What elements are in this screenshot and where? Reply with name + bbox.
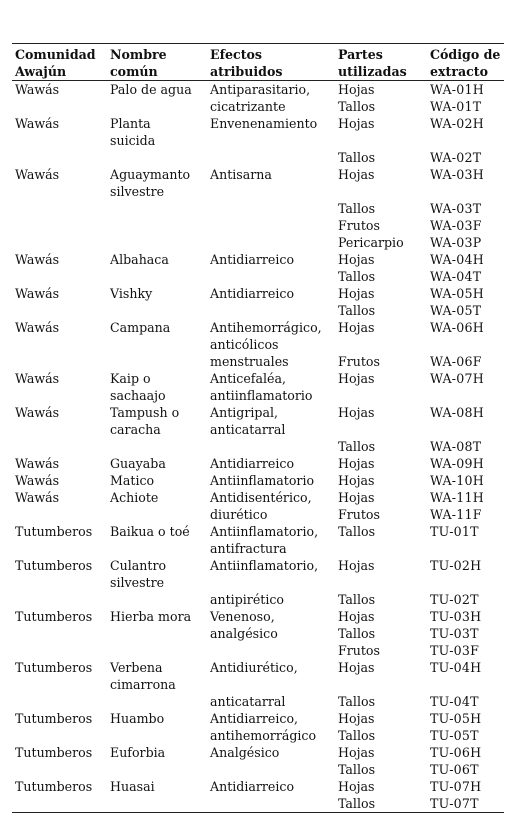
cell-nombre-comun: Hierba mora <box>110 609 192 624</box>
table-row <box>12 591 504 608</box>
cell-nombre-comun: Aguaymanto silvestre <box>110 167 191 199</box>
cell-partes: Tallos Frutos Pericarpio <box>338 201 404 250</box>
table-row <box>12 557 504 591</box>
cell-comunidad: Wawás <box>15 252 60 267</box>
cell-partes: Hojas <box>338 116 375 131</box>
cell-comunidad: Wawás <box>15 82 60 97</box>
cell-comunidad <box>12 438 107 455</box>
cell-comunidad: Wawás <box>15 490 60 505</box>
cell-codigo: TU-04H <box>430 660 482 675</box>
table-row <box>12 489 504 523</box>
cell-efectos: Antisarna <box>210 167 272 182</box>
cell-efectos: Antiinflamatorio, antifractura <box>210 524 319 556</box>
cell-comunidad <box>12 591 107 608</box>
cell-efectos: Antidiarreico <box>207 778 335 813</box>
cell-nombre-comun: Albahaca <box>110 252 169 267</box>
cell-partes: Tallos <box>338 694 376 709</box>
cell-comunidad: Wawás <box>15 167 60 182</box>
cell-nombre-comun: Culantro silvestre <box>110 558 167 590</box>
cell-partes: Hojas Tallos <box>335 778 427 813</box>
cell-partes: Hojas Frutos <box>338 490 380 522</box>
table-body <box>12 81 504 813</box>
cell-comunidad: Tutumberos <box>15 711 93 726</box>
table-row <box>12 744 504 778</box>
cell-partes: Tallos <box>338 592 376 607</box>
cell-efectos: Antiinflamatorio <box>210 473 315 488</box>
cell-efectos: Anticefaléa, antiinflamatorio <box>210 371 313 403</box>
cell-nombre-comun: Euforbia <box>110 745 166 760</box>
cell-comunidad: Wawás <box>15 116 60 131</box>
plant-extract-table-container <box>12 43 504 813</box>
cell-nombre-comun <box>107 591 207 608</box>
table-row <box>12 659 504 693</box>
cell-partes: Hojas Tallos Frutos <box>338 609 380 658</box>
cell-comunidad: Wawás <box>15 371 60 386</box>
cell-codigo: WA-01H WA-01T <box>430 82 484 114</box>
header-codigo: Código de extracto <box>427 44 504 81</box>
cell-partes: Hojas <box>338 371 375 386</box>
cell-comunidad: Wawás <box>15 320 60 335</box>
table-row <box>12 438 504 455</box>
cell-codigo: TU-04T <box>430 694 479 709</box>
cell-comunidad: Wawás <box>15 405 60 420</box>
cell-nombre-comun <box>107 353 207 370</box>
cell-partes: Hojas Tallos <box>338 286 376 318</box>
cell-nombre-comun: Tampush o caracha <box>110 405 180 437</box>
cell-efectos: Antiparasitario, cicatrizante <box>210 82 311 114</box>
cell-codigo: WA-08H <box>430 405 484 420</box>
cell-efectos: Antiinflamatorio, <box>210 558 319 573</box>
cell-nombre-comun <box>107 438 207 455</box>
cell-codigo: TU-02H <box>430 558 482 573</box>
cell-codigo: WA-06F <box>430 354 482 369</box>
table-row <box>12 115 504 149</box>
table-row <box>12 251 504 285</box>
table-row <box>12 523 504 557</box>
cell-codigo: WA-02H <box>430 116 484 131</box>
cell-comunidad: Tutumberos <box>15 660 93 675</box>
cell-codigo: WA-09H <box>430 456 484 471</box>
cell-efectos: anticatarral <box>210 694 286 709</box>
cell-comunidad <box>12 200 107 251</box>
cell-nombre-comun: Verbena cimarrona <box>110 660 176 692</box>
cell-nombre-comun: Huambo <box>110 711 165 726</box>
cell-codigo: TU-03H TU-03T TU-03F <box>430 609 482 658</box>
table-row <box>12 166 504 200</box>
cell-efectos <box>207 149 335 166</box>
cell-codigo: WA-06H <box>430 320 484 335</box>
table-row <box>12 404 504 438</box>
cell-nombre-comun <box>107 149 207 166</box>
cell-partes: Hojas Tallos <box>338 745 376 777</box>
cell-efectos: Antidisentérico, diurético <box>210 490 312 522</box>
header-comunidad: Comunidad Awajún <box>12 44 107 81</box>
cell-nombre-comun <box>107 200 207 251</box>
table-row <box>12 149 504 166</box>
table-row <box>12 778 504 813</box>
cell-partes: Tallos <box>338 524 376 539</box>
cell-partes: Frutos <box>338 354 380 369</box>
cell-nombre-comun: Palo de agua <box>110 82 192 97</box>
cell-codigo: TU-02T <box>430 592 479 607</box>
table-row <box>12 455 504 472</box>
table-row <box>12 608 504 659</box>
cell-efectos: menstruales <box>210 354 289 369</box>
cell-partes: Hojas Tallos <box>338 252 376 284</box>
cell-comunidad: Wawás <box>15 456 60 471</box>
cell-partes: Hojas Tallos <box>338 82 376 114</box>
table-row <box>12 710 504 744</box>
cell-codigo: WA-04H WA-04T <box>430 252 484 284</box>
cell-codigo: TU-01T <box>430 524 479 539</box>
cell-partes: Hojas <box>338 405 375 420</box>
table-row <box>12 200 504 251</box>
table-row <box>12 693 504 710</box>
cell-efectos: Antihemorrágico, anticólicos <box>210 320 322 352</box>
cell-comunidad <box>12 149 107 166</box>
cell-nombre-comun: Guayaba <box>110 456 166 471</box>
cell-comunidad: Wawás <box>15 286 60 301</box>
cell-nombre-comun: Vishky <box>110 286 153 301</box>
header-partes: Partes utilizadas <box>335 44 427 81</box>
cell-partes: Hojas <box>338 473 375 488</box>
cell-efectos: Antidiarreico, antihemorrágico <box>210 711 317 743</box>
cell-partes: Hojas <box>338 660 375 675</box>
cell-nombre-comun: Achiote <box>110 490 159 505</box>
header-nombre-comun: Nombre común <box>107 44 207 81</box>
cell-nombre-comun: Kaip o sachaajo <box>110 371 166 403</box>
cell-partes: Tallos <box>338 150 376 165</box>
cell-comunidad <box>12 353 107 370</box>
cell-nombre-comun: Matico <box>110 473 155 488</box>
header-efectos: Efectos atribuidos <box>207 44 335 81</box>
cell-efectos: Envenenamiento <box>210 116 318 131</box>
cell-codigo: WA-10H <box>430 473 484 488</box>
cell-codigo: WA-11H WA-11F <box>430 490 484 522</box>
cell-nombre-comun <box>107 693 207 710</box>
cell-comunidad <box>12 693 107 710</box>
table-header-row <box>12 44 504 81</box>
cell-efectos: Antidiarreico <box>210 286 295 301</box>
cell-partes: Tallos <box>338 439 376 454</box>
cell-nombre-comun: Campana <box>110 320 171 335</box>
cell-efectos: Analgésico <box>210 745 280 760</box>
table-row <box>12 319 504 353</box>
cell-comunidad: Tutumberos <box>15 609 93 624</box>
cell-nombre-comun: Baikua o toé <box>110 524 190 539</box>
table-row <box>12 285 504 319</box>
cell-codigo: TU-06H TU-06T <box>430 745 482 777</box>
cell-comunidad: Tutumberos <box>15 524 93 539</box>
cell-codigo: WA-07H <box>430 371 484 386</box>
cell-efectos: antipirético <box>210 592 284 607</box>
cell-efectos: Antigripal, anticatarral <box>210 405 286 437</box>
cell-nombre-comun: Huasai <box>107 778 207 813</box>
cell-efectos: Venenoso, analgésico <box>210 609 278 641</box>
cell-comunidad: Tutumberos <box>15 745 93 760</box>
table-row <box>12 472 504 489</box>
plant-extract-table <box>12 43 504 813</box>
cell-codigo: WA-08T <box>430 439 482 454</box>
cell-partes: Hojas Tallos <box>338 711 376 743</box>
cell-codigo: WA-03H <box>430 167 484 182</box>
cell-codigo: WA-03T WA-03F WA-03P <box>430 201 482 250</box>
cell-efectos: Antidiurético, <box>210 660 298 675</box>
cell-comunidad: Tutumberos <box>12 778 107 813</box>
cell-codigo: TU-05H TU-05T <box>430 711 482 743</box>
cell-partes: Hojas <box>338 558 375 573</box>
cell-partes: Hojas <box>338 320 375 335</box>
table-row <box>12 370 504 404</box>
cell-comunidad: Wawás <box>15 473 60 488</box>
cell-codigo: WA-05H WA-05T <box>430 286 484 318</box>
cell-efectos <box>207 438 335 455</box>
cell-partes: Hojas <box>338 456 375 471</box>
table-row <box>12 81 504 116</box>
cell-efectos <box>207 200 335 251</box>
cell-efectos: Antidiarreico <box>210 456 295 471</box>
table-row <box>12 353 504 370</box>
cell-comunidad: Tutumberos <box>15 558 93 573</box>
cell-efectos: Antidiarreico <box>210 252 295 267</box>
cell-codigo: TU-07H TU-07T <box>427 778 504 813</box>
cell-codigo: WA-02T <box>430 150 482 165</box>
cell-partes: Hojas <box>338 167 375 182</box>
cell-nombre-comun: Planta suicida <box>110 116 156 148</box>
